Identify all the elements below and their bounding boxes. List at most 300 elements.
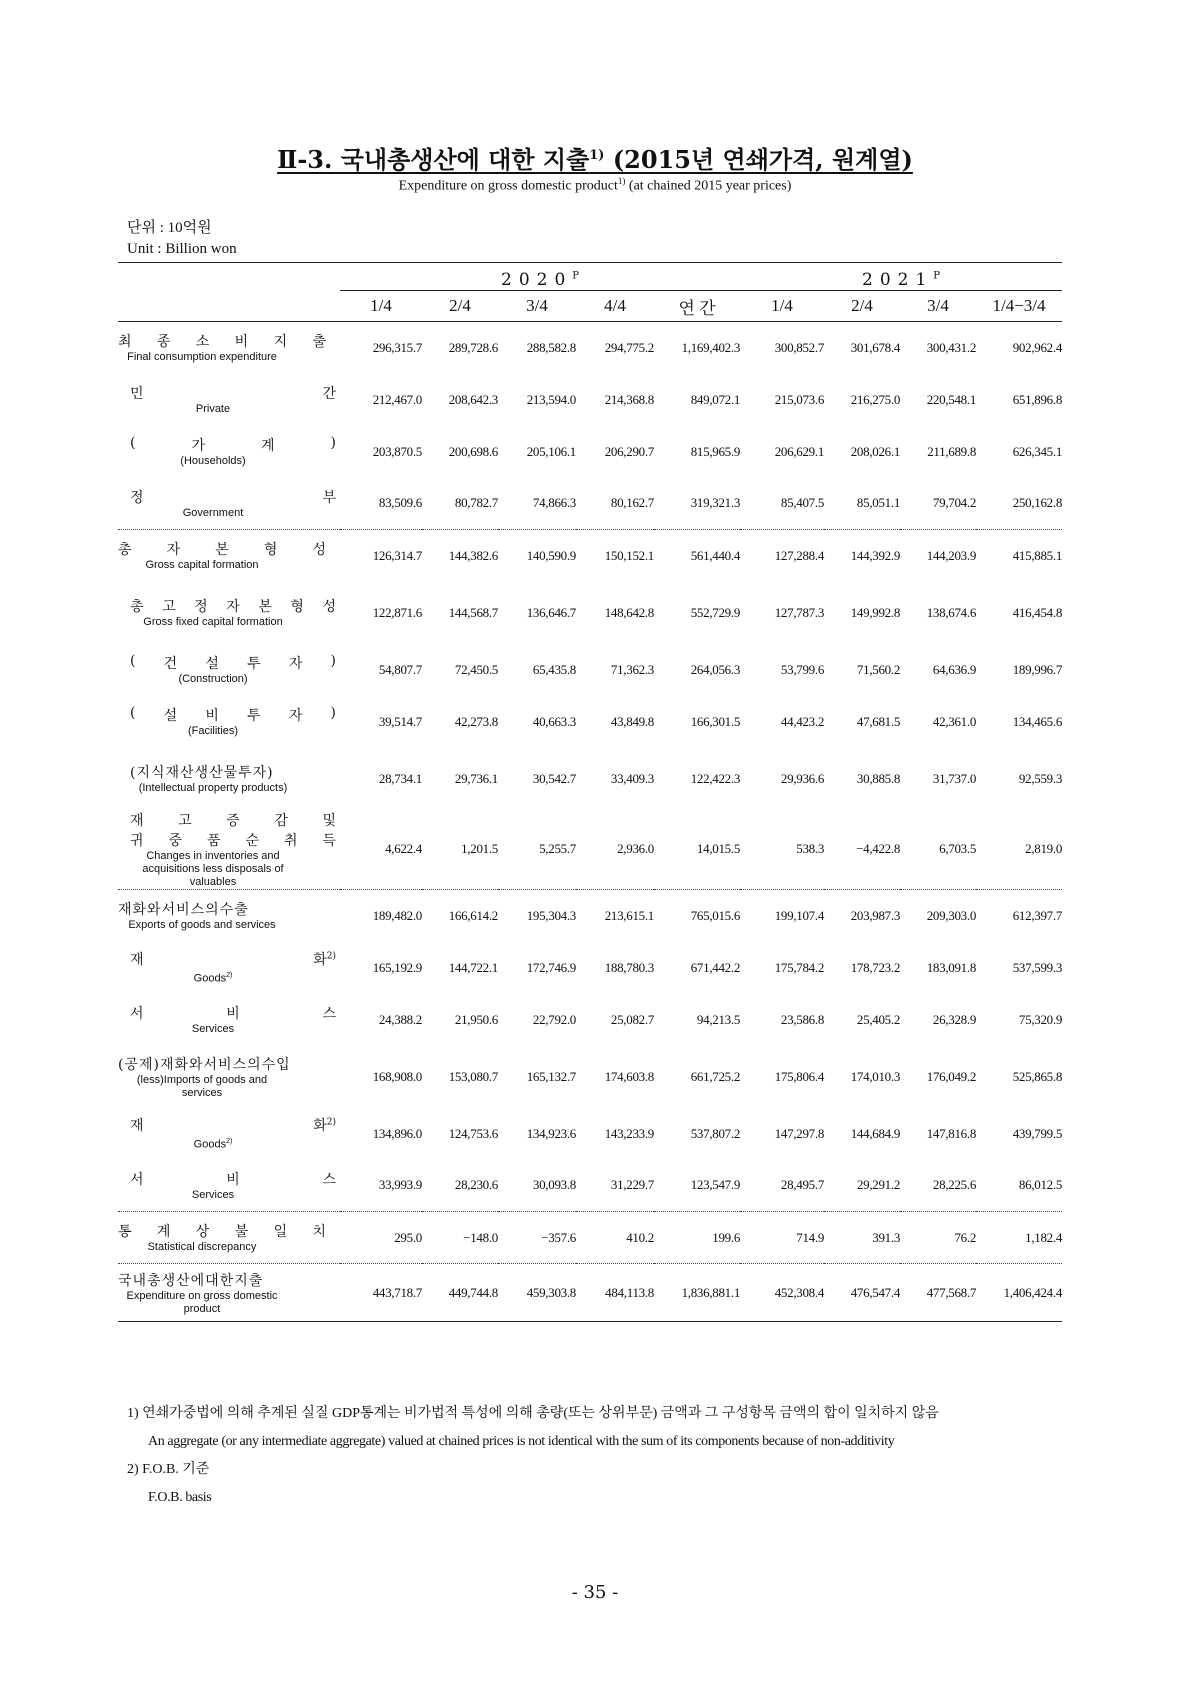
table-row: [118, 478, 1062, 530]
table-row: [118, 530, 1062, 582]
table-cell: 671,442.2: [690, 959, 741, 975]
table-cell: 28,225.6: [932, 1177, 977, 1193]
row-label-ko: [118, 331, 326, 351]
table-cell: 80,162.7: [610, 495, 654, 511]
table-cell: 76.2: [900, 1212, 976, 1264]
label-char: 일: [273, 1224, 288, 1240]
table-cell: 296,315.7: [372, 339, 422, 355]
label-char: 순: [245, 832, 259, 849]
row-label: [118, 1046, 340, 1108]
table-row: [118, 1212, 1062, 1264]
label-char: 품: [206, 832, 221, 849]
label-char: 치: [312, 1224, 326, 1240]
row-label: [118, 582, 340, 644]
table-cell: 626,345.1: [1012, 443, 1063, 459]
label-char: 비: [234, 334, 249, 351]
label-char: 형: [263, 542, 278, 559]
header-2020-col-3: 4/4: [576, 291, 654, 322]
table-cell: 189,996.7: [1012, 661, 1063, 677]
label-char: 지: [273, 334, 288, 351]
table-cell: 126,314.7: [340, 530, 422, 582]
table-cell: 459,303.8: [498, 1264, 576, 1322]
label-char: 출: [312, 334, 326, 351]
unit-label: 단위 : 10억원 Unit : Billion won: [127, 220, 237, 257]
table-cell: 28,734.1: [378, 770, 422, 786]
table-row: [118, 1264, 1062, 1322]
label-char: 종: [156, 334, 171, 351]
label-char: 고: [178, 812, 192, 829]
label-char: 민: [130, 386, 144, 402]
table-cell: 211,689.8: [927, 443, 977, 459]
table-cell: 300,852.7: [774, 339, 825, 355]
table-cell: 166,301.5: [690, 713, 741, 729]
table-cell: 144,392.9: [824, 530, 900, 582]
row-label-ko: [130, 705, 336, 725]
table-cell: 410.2: [576, 1212, 654, 1264]
label-char: 소: [195, 334, 210, 351]
table-cell: 319,321.3: [690, 495, 741, 511]
table-cell: 2,819.0: [1025, 841, 1063, 857]
row-label-ko: [130, 487, 336, 507]
row-label-ko: [130, 653, 336, 673]
table-cell: 301,678.4: [850, 339, 901, 355]
row-label-ko: (지식재산생산물투자): [130, 765, 274, 781]
row-label-en: Government: [182, 506, 244, 519]
table-cell: 537,807.2: [690, 1125, 741, 1141]
table-cell: 295.0: [340, 1212, 422, 1264]
table-cell: 213,594.0: [526, 391, 576, 407]
row-label-ko: [130, 830, 336, 850]
table-cell: 416,454.8: [1012, 604, 1063, 620]
table-cell: 525,865.8: [1012, 1068, 1063, 1084]
table-cell: 477,568.7: [900, 1264, 976, 1322]
table-cell: 200,698.6: [448, 443, 498, 459]
table-cell: 39,514.7: [378, 713, 422, 729]
table-row: [118, 748, 1062, 810]
label-char: ): [330, 705, 336, 721]
table-cell: 72,450.5: [454, 661, 498, 677]
table-cell: 30,093.8: [532, 1177, 576, 1193]
row-label-en: (Facilities): [187, 725, 239, 737]
footnote-2-en: F.O.B. basis: [148, 1490, 212, 1505]
table-cell: 29,936.6: [780, 770, 825, 786]
row-label: [118, 696, 340, 748]
header-2021-col-1: 2/4: [824, 291, 900, 322]
row-label-ko: [130, 1003, 336, 1023]
table-cell: 30,542.7: [532, 770, 576, 786]
row-label-en: Gross fixed capital formation: [143, 616, 283, 628]
table-cell: 289,728.6: [448, 339, 498, 355]
label-char: 통: [118, 1224, 132, 1240]
label-char: 화$^{2)}$: [313, 951, 336, 969]
label-char: (: [130, 705, 136, 721]
table-cell: 136,646.7: [526, 604, 576, 620]
table-cell: 175,806.4: [774, 1068, 825, 1084]
table-row: [118, 1160, 1062, 1212]
table-cell: 65,435.8: [532, 661, 576, 677]
table-row: [118, 644, 1062, 696]
table-row: [118, 890, 1062, 942]
label-char: (: [130, 435, 136, 451]
label-char: 건: [163, 656, 178, 672]
table-cell: 195,304.3: [498, 890, 576, 942]
row-label-en: Goods$^{2)}$: [193, 972, 233, 985]
table-cell: 449,744.8: [422, 1264, 498, 1322]
label-char: 성: [322, 599, 336, 615]
header-corner: [118, 263, 340, 322]
row-label-en: (Households): [180, 455, 246, 467]
table-cell: 127,787.3: [774, 604, 825, 620]
table-cell: 134,896.0: [372, 1125, 422, 1141]
row-label-en: Services: [191, 1188, 235, 1201]
label-char: 중: [168, 832, 183, 849]
table-cell: 174,603.8: [604, 1068, 654, 1084]
header-2021-col-3: 1/4−3/4: [976, 291, 1062, 322]
table-cell: 209,303.0: [900, 890, 976, 942]
table-cell: 138,674.6: [926, 604, 977, 620]
table-cell: 31,737.0: [932, 770, 977, 786]
table-cell: 208,642.3: [448, 391, 498, 407]
table-cell: 33,993.9: [378, 1177, 422, 1193]
table-cell: 31,229.7: [610, 1177, 654, 1193]
label-char: 본: [215, 542, 229, 559]
table-cell: 83,509.6: [378, 495, 422, 511]
table-cell: 183,091.8: [926, 959, 977, 975]
label-char: 계: [156, 1224, 171, 1240]
row-label-en: Changes in inventories and acquisitions less disposals of valuables: [142, 849, 284, 888]
row-label: [118, 748, 340, 810]
table-cell: 47,681.5: [856, 713, 901, 729]
label-char: 재: [130, 1118, 144, 1135]
table-cell: 203,870.5: [372, 443, 422, 459]
label-char: 정: [194, 599, 208, 615]
row-label-ko: [118, 539, 326, 559]
table-cell: 43,849.8: [610, 713, 654, 729]
table-cell: 189,482.0: [340, 890, 422, 942]
label-char: 계: [261, 438, 275, 454]
table-row: [118, 1108, 1062, 1160]
label-char: 총: [118, 542, 132, 559]
table-cell: 439,799.5: [1012, 1125, 1063, 1141]
table-cell: 33,409.3: [610, 770, 654, 786]
table-cell: 176,049.2: [926, 1068, 977, 1084]
row-label-en: (less)Imports of goods and services: [136, 1073, 268, 1099]
table-cell: 86,012.5: [1018, 1177, 1063, 1193]
table-cell: 206,290.7: [604, 443, 654, 459]
table-cell: 214,368.8: [604, 391, 654, 407]
table-cell: −357.6: [498, 1212, 576, 1264]
table-cell: 127,288.4: [740, 530, 824, 582]
table-cell: 85,407.5: [780, 495, 825, 511]
table-cell: 53,799.6: [780, 661, 825, 677]
table-cell: 651,896.8: [1012, 391, 1063, 407]
table-cell: 134,465.6: [1012, 713, 1063, 729]
table-row: [118, 322, 1062, 374]
row-label: [118, 374, 340, 426]
table-cell: 175,784.2: [774, 959, 825, 975]
table-title: Ⅱ-3. 국내총생산에 대한 지출$^{1)}$ (2015년 연쇄가격, 원계열): [277, 145, 913, 174]
label-char: 불: [234, 1224, 249, 1240]
row-label: [118, 994, 340, 1046]
row-label: [118, 1264, 340, 1322]
table-cell: 216,275.0: [850, 391, 901, 407]
header-2020-col-4: 연 간: [654, 291, 740, 322]
table-cell: 415,885.1: [976, 530, 1062, 582]
row-label-ko: [130, 383, 336, 403]
table-cell: 294,775.2: [604, 339, 654, 355]
table-cell: 612,397.7: [976, 890, 1062, 942]
table-cell: 452,308.4: [740, 1264, 824, 1322]
row-label-ko: 국내총생산에대한지출: [118, 1272, 264, 1289]
label-char: 귀: [130, 832, 144, 849]
label-char: 및: [322, 812, 336, 829]
table-cell: 144,722.1: [448, 959, 498, 975]
table-cell: 25,405.2: [856, 1011, 901, 1027]
label-char: 비: [226, 1171, 240, 1188]
table-cell: 71,362.3: [610, 661, 654, 677]
table-cell: 250,162.8: [1012, 495, 1063, 511]
table-cell: 765,015.6: [654, 890, 740, 942]
table-cell: 14,015.5: [696, 841, 741, 857]
table-cell: 75,320.9: [1018, 1011, 1063, 1027]
table-cell: 264,056.3: [690, 661, 741, 677]
row-label-ko: [130, 1169, 336, 1189]
table-row: [118, 582, 1062, 644]
table-row: [118, 374, 1062, 426]
table-cell: 1,836,881.1: [654, 1264, 740, 1322]
label-char: 성: [312, 542, 326, 559]
label-char: 재: [130, 952, 144, 969]
row-label-en: Goods$^{2)}$: [193, 1138, 233, 1151]
row-label: [118, 322, 340, 374]
table-cell: 391.3: [824, 1212, 900, 1264]
table-cell: 94,213.5: [696, 1011, 741, 1027]
table-cell: 4,622.4: [385, 841, 422, 857]
label-char: 자: [288, 656, 303, 672]
table-cell: 64,636.9: [932, 661, 977, 677]
table-cell: 538.3: [796, 841, 825, 857]
label-char: 투: [247, 708, 261, 724]
label-char: 서: [130, 1006, 144, 1022]
row-label-en: (Construction): [178, 673, 248, 685]
table-cell: 85,051.1: [856, 495, 901, 511]
header-2021-col-2: 3/4: [900, 291, 976, 322]
label-char: 서: [130, 1171, 144, 1188]
table-cell: 537,599.3: [1012, 959, 1063, 975]
label-char: 스: [322, 1006, 336, 1022]
row-label-ko: [130, 435, 336, 455]
table-row: [118, 1046, 1062, 1108]
table-cell: 42,273.8: [454, 713, 498, 729]
table-cell: 21,950.6: [454, 1011, 498, 1027]
table-cell: 902,962.4: [1012, 339, 1063, 355]
row-label-en: Statistical discrepancy: [147, 1241, 257, 1253]
table-cell: 74,866.3: [532, 495, 576, 511]
row-label-en: Services: [191, 1023, 235, 1035]
table-cell: 5,255.7: [539, 841, 576, 857]
table-cell: 28,495.7: [780, 1177, 825, 1193]
table-cell: 1,201.5: [461, 841, 498, 857]
label-char: 설: [205, 656, 219, 672]
label-char: 고: [162, 599, 176, 615]
table-cell: 178,723.2: [850, 959, 901, 975]
table-cell: 208,026.1: [850, 443, 901, 459]
header-2020-col-1: 2/4: [422, 291, 498, 322]
label-char: 최: [118, 334, 132, 351]
row-label: [118, 1160, 340, 1212]
label-char: 자: [166, 542, 181, 559]
table-cell: 26,328.9: [932, 1011, 977, 1027]
label-char: ): [330, 435, 336, 451]
table-cell: 144,568.7: [448, 604, 498, 620]
label-char: 가: [191, 438, 205, 454]
row-label-ko: [130, 810, 336, 830]
table-cell: 134,923.6: [526, 1125, 576, 1141]
table-cell: 144,203.9: [900, 530, 976, 582]
table-cell: 29,736.1: [454, 770, 498, 786]
footnotes: [127, 1400, 1067, 1512]
label-char: 비: [205, 708, 219, 724]
row-label-ko: [118, 1221, 326, 1241]
page-number: - 35 -: [571, 1582, 619, 1603]
table-cell: 552,729.9: [690, 604, 741, 620]
row-label: [118, 942, 340, 994]
table-cell: 153,080.7: [448, 1068, 498, 1084]
row-label: [118, 890, 340, 942]
label-char: 스: [322, 1171, 336, 1188]
table-row: [118, 994, 1062, 1046]
table-cell: 1,169,402.3: [681, 339, 741, 355]
row-label-en: (Intellectual property products): [138, 782, 288, 794]
table-cell: 147,297.8: [774, 1125, 825, 1141]
label-char: 자: [288, 708, 303, 724]
table-cell: 22,792.0: [532, 1011, 576, 1027]
label-char: 화$^{2)}$: [313, 1117, 336, 1135]
table-cell: 174,010.3: [850, 1068, 901, 1084]
row-label: [118, 426, 340, 478]
table-cell: −4,422.8: [856, 841, 901, 857]
row-label: [118, 1108, 340, 1160]
label-char: 정: [130, 489, 144, 506]
label-char: 취: [283, 832, 298, 849]
table-cell: 1,182.4: [976, 1212, 1062, 1264]
table-cell: 714.9: [740, 1212, 824, 1264]
table-cell: 29,291.2: [856, 1177, 901, 1193]
table-cell: 443,718.7: [340, 1264, 422, 1322]
table-cell: 124,753.6: [448, 1125, 498, 1141]
table-cell: 140,590.9: [498, 530, 576, 582]
row-label: [118, 478, 340, 530]
label-char: 자: [226, 599, 240, 615]
table-cell: 71,560.2: [856, 661, 901, 677]
row-label: [118, 530, 340, 582]
header-year-2020: $2020^P$: [340, 263, 740, 291]
table-cell: 199,107.4: [740, 890, 824, 942]
table-cell: 561,440.4: [654, 530, 740, 582]
table-cell: 484,113.8: [576, 1264, 654, 1322]
table-cell: 849,072.1: [690, 391, 741, 407]
table-cell: 212,467.0: [372, 391, 422, 407]
label-char: 본: [258, 599, 272, 615]
table-subtitle: Expenditure on gross domestic product$^{1)}$ (at chained 2015 year prices): [398, 176, 792, 194]
label-char: (: [130, 653, 136, 669]
table-cell: 815,965.9: [690, 443, 741, 459]
table-cell: 122,422.3: [690, 770, 741, 786]
table-cell: 188,780.3: [604, 959, 654, 975]
table-row: [118, 426, 1062, 478]
label-char: 상: [195, 1224, 210, 1240]
table-cell: 80,782.7: [454, 495, 498, 511]
table-cell: 165,132.7: [526, 1068, 576, 1084]
row-label-en: Expenditure on gross domestic product: [126, 1289, 278, 1315]
table-cell: 25,082.7: [610, 1011, 654, 1027]
row-label-ko: [130, 949, 336, 969]
table-cell: 23,586.8: [780, 1011, 825, 1027]
row-label-ko: [130, 1115, 336, 1135]
table-cell: 661,725.2: [690, 1068, 741, 1084]
table-row: [118, 810, 1062, 890]
table-cell: 123,547.9: [690, 1177, 741, 1193]
header-2020-col-0: 1/4: [340, 291, 422, 322]
table-cell: 168,908.0: [372, 1068, 422, 1084]
footnote-1-ko: 1) 연쇄가중법에 의해 추계된 실질 GDP통계는 비가법적 특성에 의해 총량(또는 상위부문) 금액과 그 구성항목 금액의 합이 일치하지 않음: [127, 1406, 939, 1421]
table-cell: 148,642.8: [604, 604, 654, 620]
table-cell: 288,582.8: [526, 339, 576, 355]
table-cell: 30,885.8: [856, 770, 901, 786]
row-label: [118, 644, 340, 696]
table-cell: 147,816.8: [926, 1125, 977, 1141]
table-row: [118, 696, 1062, 748]
header-2021-col-0: 1/4: [740, 291, 824, 322]
table-cell: 92,559.3: [1018, 770, 1063, 786]
table-cell: −148.0: [422, 1212, 498, 1264]
table-cell: 205,106.1: [526, 443, 576, 459]
table-cell: 144,684.9: [850, 1125, 901, 1141]
table-cell: 215,073.6: [774, 391, 825, 407]
table-cell: 220,548.1: [926, 391, 977, 407]
row-label-ko: 재화와서비스의수출: [118, 902, 249, 919]
table-cell: 144,382.6: [422, 530, 498, 582]
table-cell: 165,192.9: [372, 959, 422, 975]
table-cell: 166,614.2: [422, 890, 498, 942]
label-char: 재: [130, 812, 144, 829]
label-char: 부: [322, 489, 336, 506]
table-cell: 199.6: [654, 1212, 740, 1264]
table-cell: 1,406,424.4: [976, 1264, 1062, 1322]
table-cell: 203,987.3: [824, 890, 900, 942]
footnote-2-ko: 2) F.O.B. 기준: [127, 1462, 210, 1477]
table-cell: 143,233.9: [604, 1125, 654, 1141]
table-cell: 300,431.2: [926, 339, 977, 355]
row-label-en: Private: [195, 403, 231, 415]
table-cell: 28,230.6: [454, 1177, 498, 1193]
table-cell: 42,361.0: [932, 713, 977, 729]
label-char: 간: [322, 386, 336, 402]
label-char: 증: [226, 812, 240, 829]
row-label-ko: [130, 596, 336, 616]
table-cell: 2,936.0: [617, 841, 654, 857]
label-char: 형: [290, 599, 304, 615]
table-cell: 213,615.1: [576, 890, 654, 942]
table-cell: 122,871.6: [372, 604, 422, 620]
row-label-ko: (공제)재화와서비스의수입: [118, 1056, 291, 1073]
table-row: [118, 942, 1062, 994]
table-cell: 150,152.1: [576, 530, 654, 582]
table-cell: 206,629.1: [774, 443, 825, 459]
label-char: ): [330, 653, 336, 669]
table-cell: 6,703.5: [939, 841, 977, 857]
row-label-en: Gross capital formation: [145, 559, 259, 572]
